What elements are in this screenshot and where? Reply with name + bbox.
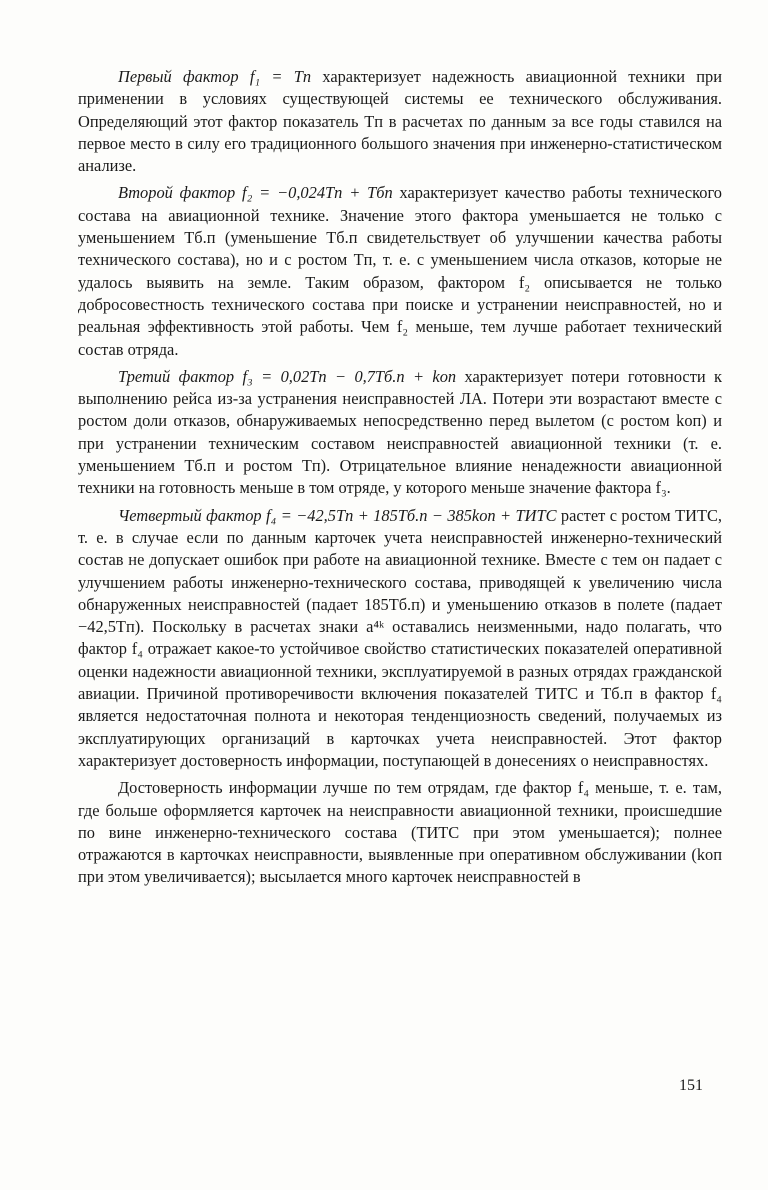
paragraph-text: характеризует потери готовности к выполнению рейса из-за устранения неисправностей ЛА. Потери эти возрастают вместе с ростом доли отказов, обнаруживаемых непосредственно перед вылетом (с ростом kоп) и при устранении техническим составом неисправностей авиационной техники (т. е. уменьшением Tб.п и ростом Tп). Отрицательное влияние ненадежности авиационной техники на готовность меньше в том отряде, у которого меньше значение фактора f₃. [78,366,722,498]
paragraph-third-factor [78,366,722,500]
paragraph-lead: Первый фактор f₁ = Tп [118,67,312,86]
paragraph-lead: Четвертый фактор f₄ = −42,5Tп + 185Tб.п − 385kоп + TИТС [118,505,557,525]
paragraph-first-factor [78,66,722,177]
paragraph-text: Достоверность информации лучше по тем отрядам, где фактор f₄ меньше, т. е. там, где больше оформляется карточек на неисправности авиационной техники, происшедшие по вине инженерно-технического состава (TИТС при этом уменьшается); полнее отражаются в карточках неисправности, выявленные при оперативном обслуживании (kоп при этом увеличивается); высылается много карточек неисправностей в [78,778,722,887]
paragraph-lead: Второй фактор f₂ = −0,024Tп + Tбп [118,183,393,203]
paragraph-text: растет с ростом TИТС, т. е. в случае если по данным карточек учета неисправностей инженерно-технический состав не допускает ошибок при работе на авиационной технике. Вместе с тем он падает с улучшением работы инженерно-технического состава, приводящей к увеличению числа обнаруженных неисправностей (падает 185Tб.п) и уменьшению отказов в полете (падает −42,5Tп). Поскольку в расчетах знаки a⁴ᵏ оставались неизменными, надо полагать, что фактор f₄ отражает какое-то устойчивое свойство статистических показателей оперативной оценки надежности авиационной техники, эксплуатируемой в разных отрядах гражданской авиации. Причиной противоречивости включения показателей TИТС и Tб.п в фактор f₄ является недостаточная полнота и некоторая тенденциозность сведений, получаемых из эксплуатирующих организаций в карточках учета неисправностей. Этот фактор характеризует достоверность информации, поступающей в донесениях о неисправностях. [78,505,722,770]
paragraph-text: характеризует надежность авиационной техники при применении в условиях существующей системы ее технического обслуживания. Определяющий этот фактор показатель Tп в расчетах по данным за все годы ставился на первое место в силу его традиционного большого значения при инженерно-статистическом анализе. [78,67,722,176]
paragraph-second-factor [78,182,722,360]
paragraph-reliability [78,777,722,888]
body-text [78,66,722,894]
paragraph-lead: Третий фактор f₃ = 0,02Tп − 0,7Tб.п + kоп [118,366,457,386]
paragraph-fourth-factor [78,505,722,773]
paragraph-text: характеризует качество работы технического состава на авиационной технике. Значение этого фактора уменьшается не только с уменьшением Tб.п (уменьшение Tб.п свидетельствует об улучшении качества работы технического состава), но и с ростом Tп, т. е. с уменьшением числа отказов, которые не удалось выявить на земле. Таким образом, фактором f₂ описывается не только добросовестность технического состава при поиске и устранении неисправностей, но и реальная эффективность этой работы. Чем f₂ меньше, тем лучше работает технический состав отряда. [78,183,723,359]
page-number: 151 [679,1077,703,1094]
